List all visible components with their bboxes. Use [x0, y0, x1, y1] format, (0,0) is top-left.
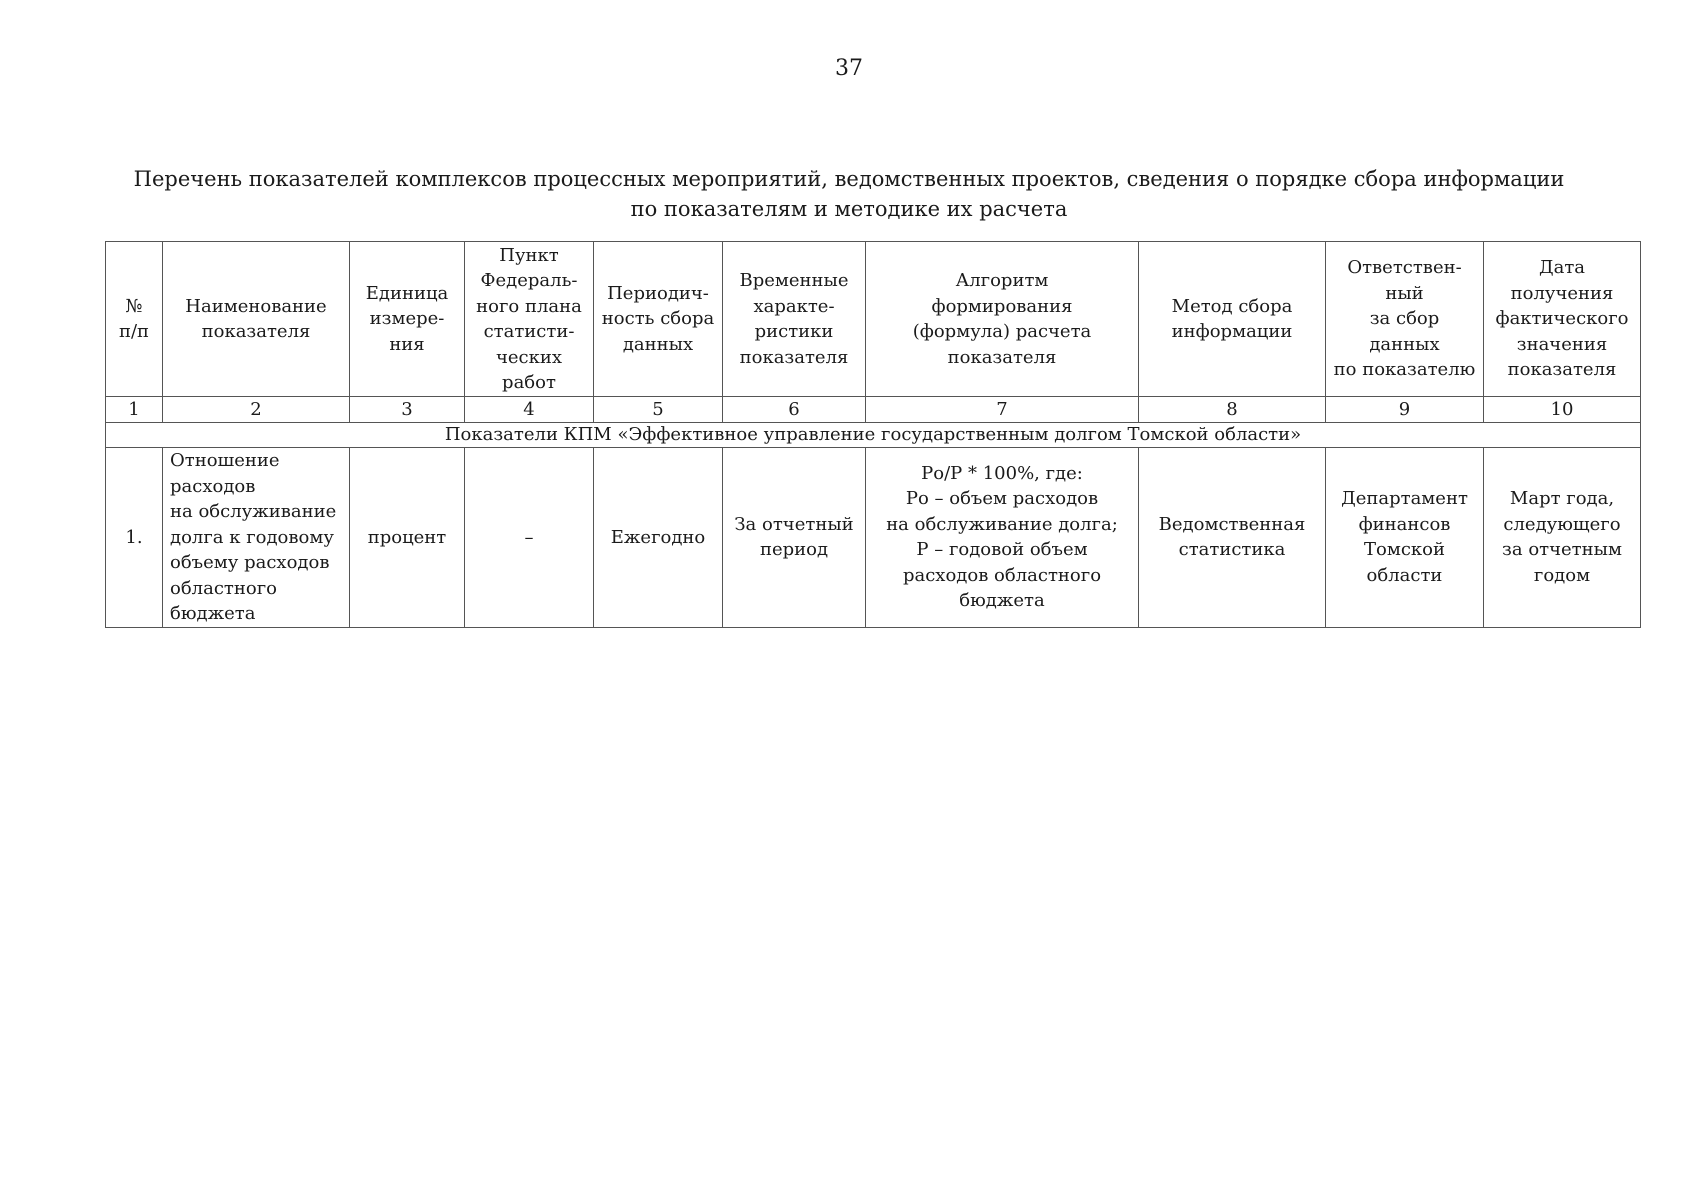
header-cell-date: Дата получения фактического значения показателя	[1484, 242, 1641, 397]
column-number: 10	[1484, 397, 1641, 423]
column-number: 1	[106, 397, 163, 423]
column-number: 9	[1326, 397, 1484, 423]
date-cell: Март года, следующего за отчетным годом	[1484, 448, 1641, 628]
table-header-row	[106, 242, 1641, 397]
responsible-cell: Департамент финансов Томской области	[1326, 448, 1484, 628]
method-cell: Ведомственная статистика	[1139, 448, 1326, 628]
time-characteristics-cell: За отчетный период	[723, 448, 866, 628]
column-number: 4	[465, 397, 594, 423]
header-cell-time-characteristics: Временные характе- ристики показателя	[723, 242, 866, 397]
plan-item-cell: –	[465, 448, 594, 628]
column-number: 6	[723, 397, 866, 423]
document-title-line-2: по показателям и методике их расчета	[630, 197, 1068, 221]
column-number: 5	[594, 397, 723, 423]
header-cell-plan-item: Пункт Федераль- ного плана статисти- ческих работ	[465, 242, 594, 397]
column-number: 2	[163, 397, 350, 423]
header-cell-periodicity: Периодич- ность сбора данных	[594, 242, 723, 397]
column-number: 8	[1139, 397, 1326, 423]
unit-cell: процент	[350, 448, 465, 628]
row-number-cell: 1.	[106, 448, 163, 628]
document-title-line-1: Перечень показателей комплексов процессных мероприятий, ведомственных проектов, сведения о порядке сбора информации	[133, 167, 1565, 191]
algorithm-cell: Ро/Р * 100%, где: Ро – объем расходов на обслуживание долга; Р – годовой объем расходов областного бюджета	[866, 448, 1139, 628]
column-number: 3	[350, 397, 465, 423]
column-numbers-row	[106, 397, 1641, 423]
document-title	[110, 164, 1588, 224]
header-cell-number: № п/п	[106, 242, 163, 397]
section-row	[106, 423, 1641, 448]
header-cell-method: Метод сбора информации	[1139, 242, 1326, 397]
header-cell-unit: Единица измере- ния	[350, 242, 465, 397]
column-number: 7	[866, 397, 1139, 423]
section-title: Показатели КПМ «Эффективное управление государственным долгом Томской области»	[106, 423, 1641, 448]
periodicity-cell: Ежегодно	[594, 448, 723, 628]
header-cell-name: Наименование показателя	[163, 242, 350, 397]
indicators-table	[105, 241, 1641, 628]
header-cell-algorithm: Алгоритм формирования (формула) расчета показателя	[866, 242, 1139, 397]
page-number: 37	[835, 56, 863, 81]
indicator-name-cell: Отношение расходов на обслуживание долга к годовому объему расходов областного бюджета	[163, 448, 350, 628]
table-row	[106, 448, 1641, 628]
header-cell-responsible: Ответствен- ный за сбор данных по показателю	[1326, 242, 1484, 397]
